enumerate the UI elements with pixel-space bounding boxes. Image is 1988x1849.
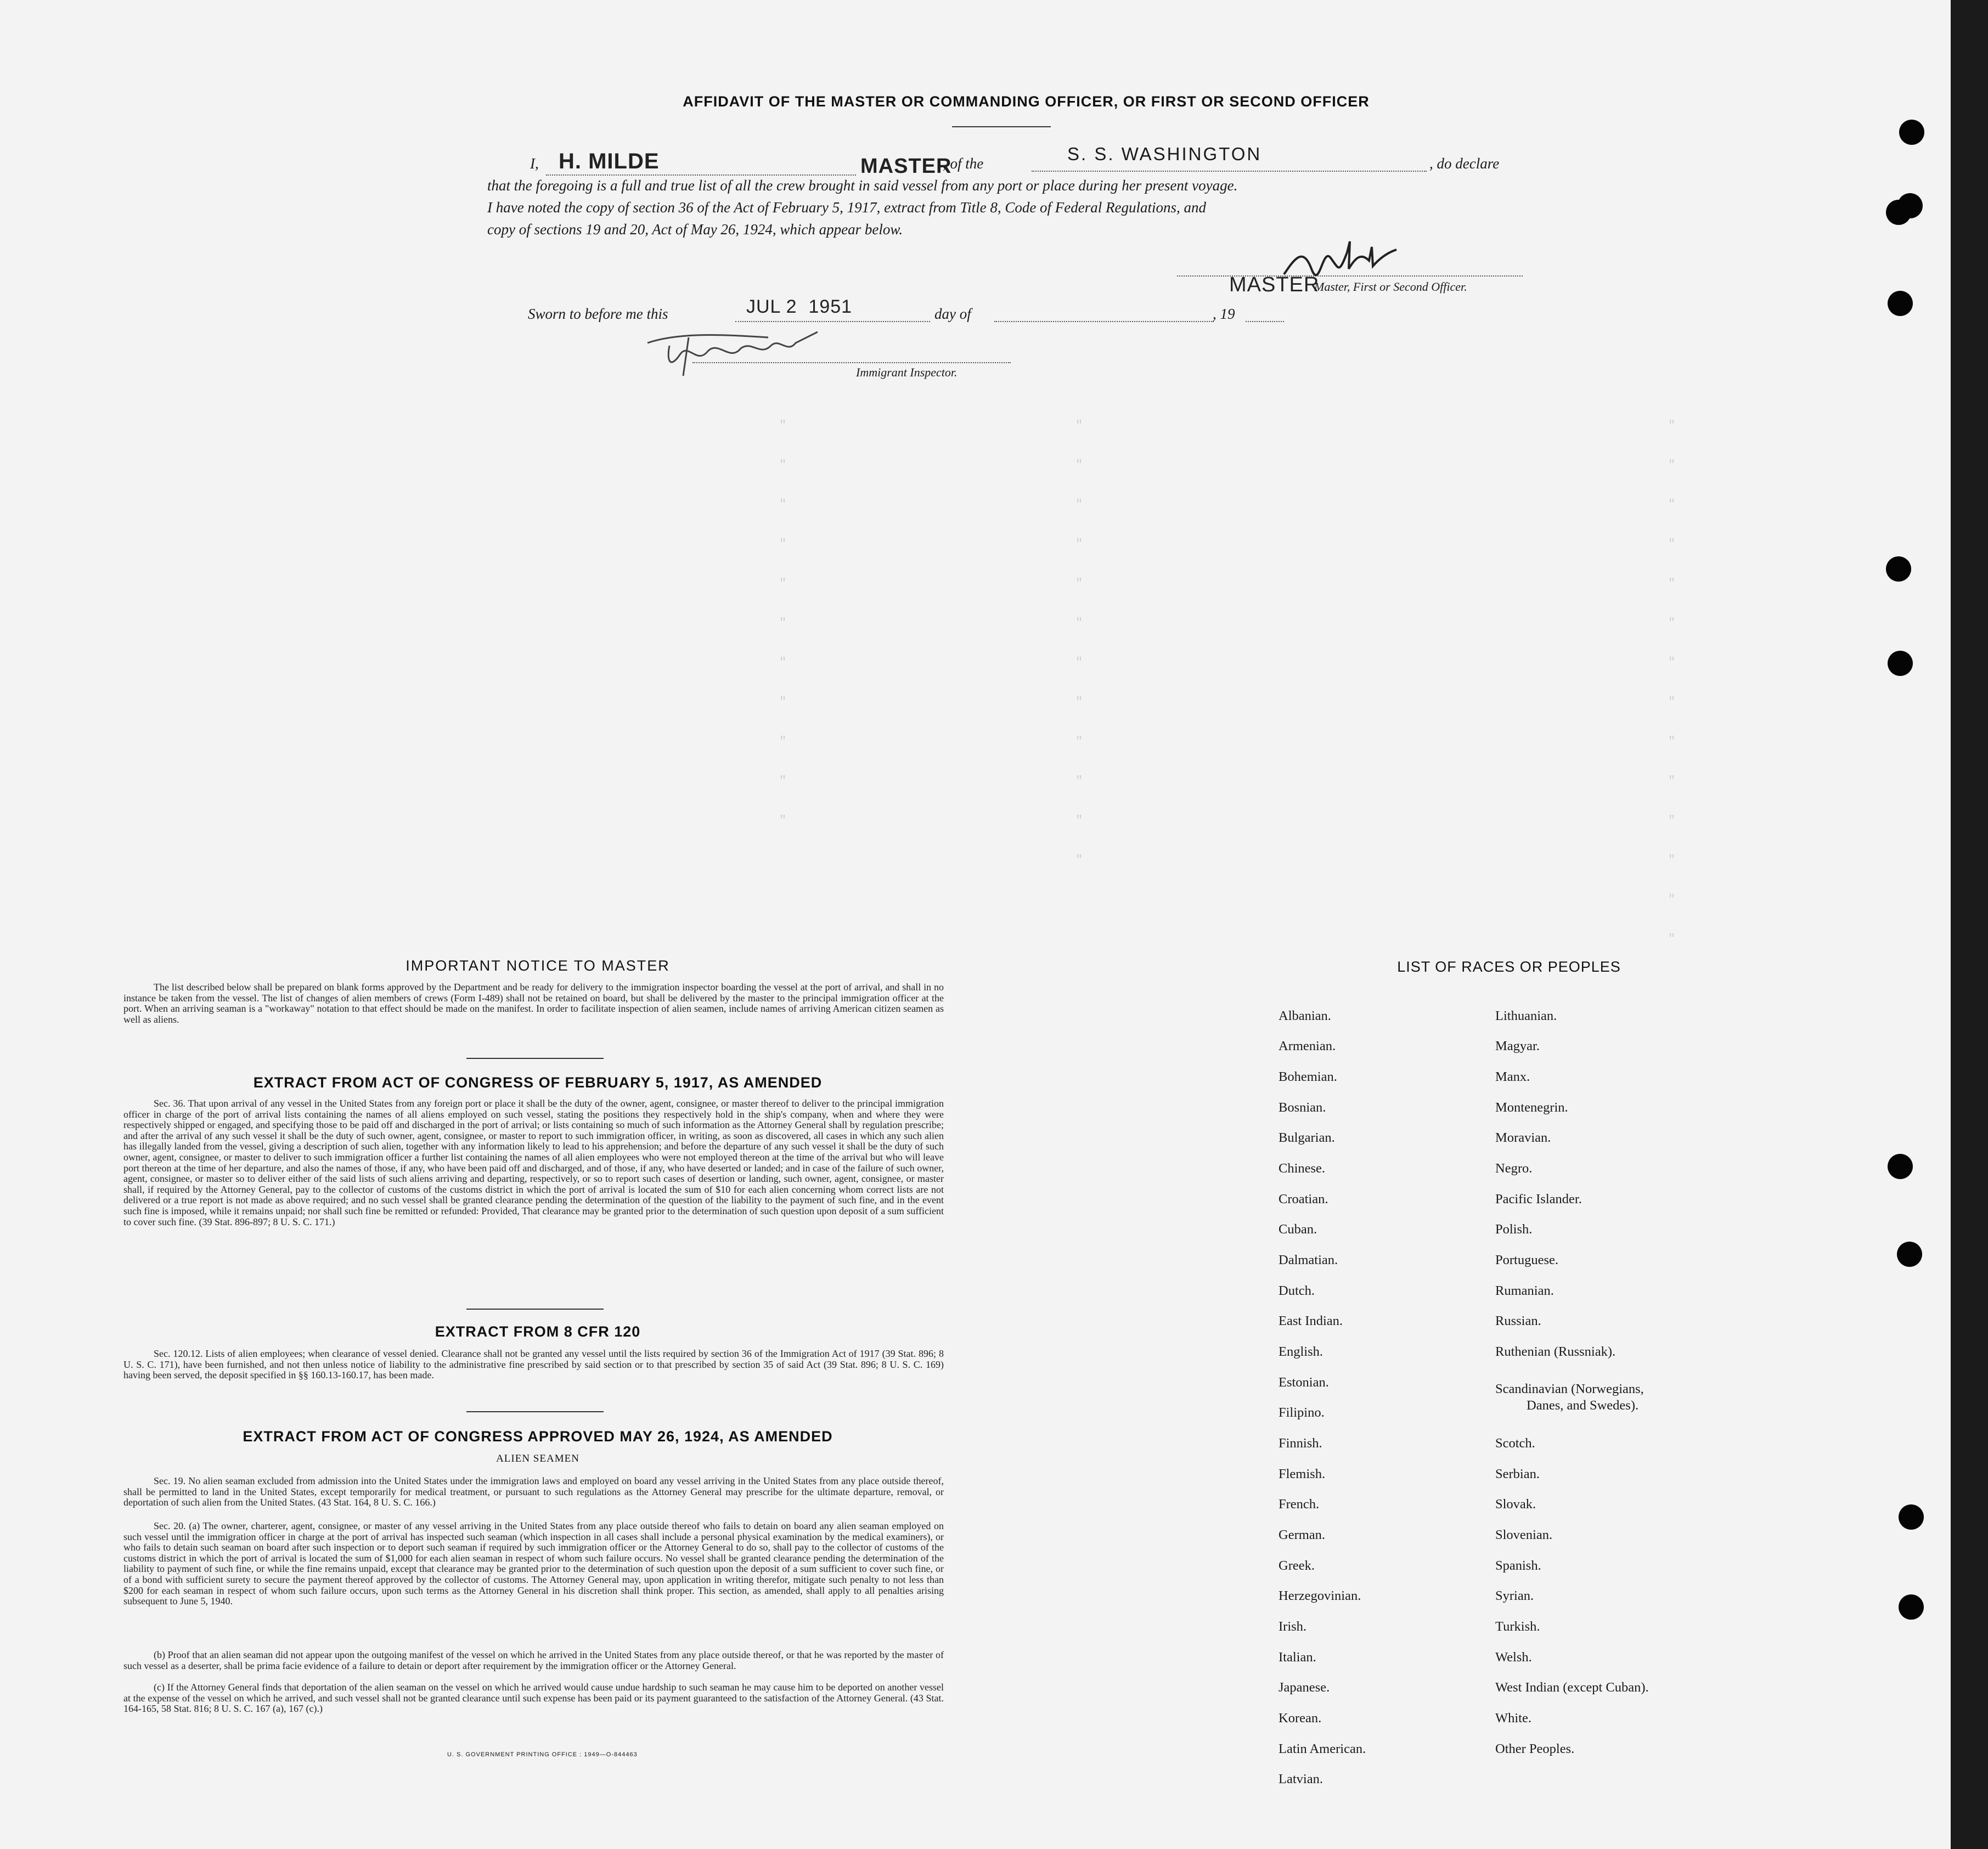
race-item: Latvian. <box>1279 1772 1323 1786</box>
affidavit-line-2: that the foregoing is a full and true list of all the crew brought in said vessel from any port or place during her present voyage. <box>487 177 1238 194</box>
race-item: Lithuanian. <box>1495 1008 1557 1023</box>
inspector-signature <box>637 321 834 381</box>
race-item: Polish. <box>1495 1222 1533 1237</box>
do-declare-label: , do declare <box>1429 155 1500 172</box>
race-item: Dutch. <box>1279 1283 1315 1298</box>
sec19-text: Sec. 19. No alien seaman excluded from admission into the United States under the immigration laws and employed on board any vessel arriving in the United States from any place outside thereof, shall be permitted to land in the United States, except temporarily for medical treatment, or pursuant to such regulations as the Attorney General may prescribe for the ultimate departure, removal, or deportation of such alien from the United States. (43 Stat. 164, 8 U. S. C. 166.) <box>123 1475 944 1508</box>
master-name: H. MILDE <box>559 149 660 173</box>
notice-text: The list described below shall be prepared on blank forms approved by the Department and be ready for delivery to the immigration inspector boarding the vessel at the port of arrival, and shall in no instance be taken from the vessel. The list of changes of alien members of crews (Form I-489) shall not be retained on board, but shall be delivered by the master to the principal immigration officer at the port. When an arriving seaman is a "workaway" notation to that effect should be made on the manifest. In order to facilitate inspection of alien seamen, include names of arriving American citizen seamen as well as aliens. <box>123 982 944 1025</box>
printer-imprint: U. S. GOVERNMENT PRINTING OFFICE : 1949—O-844463 <box>447 1751 638 1758</box>
race-item: Italian. <box>1279 1650 1316 1665</box>
race-item: Slovak. <box>1495 1497 1536 1512</box>
name-rule <box>546 174 856 176</box>
year-rule <box>1246 321 1284 322</box>
sec20c-text: (c) If the Attorney General finds that deportation of the alien seaman on the vessel on which he arrived would cause undue hardship to such seaman he may cause him to be deported on another vessel at the expense of the vessel on which he arrived, and such vessel shall not be granted clearance until such expense has been paid or its payment guaranteed to the satisfaction of the Attorney General. (43 Stat. 164-165, 58 Stat. 816; 8 U. S. C. 167 (a), 167 (c).) <box>123 1682 944 1715</box>
race-item: Dalmatian. <box>1279 1253 1338 1267</box>
bleed-through-column: " " " " " " " " " " " " <box>1075 419 1083 867</box>
race-item: Latin American. <box>1279 1741 1366 1756</box>
extract-cfr-text: Sec. 120.12. Lists of alien employees; when clearance of vessel denied. Clearance shall not be granted any vessel until the lists required by section 36 of the Immigration Act of 1917 (39 Stat. 896; 8 U. S. C. 171), have been furnished, and not then unless notice of liability to the administrative fine prescribed by said section or to that prescribed by section 35 of said Act (39 Stat. 896; 8 U. S. C. 169) having been served, the deposit specified in §§ 160.13-160.17, has been made. <box>123 1348 944 1381</box>
race-item: Manx. <box>1495 1069 1530 1084</box>
sec20a-text: Sec. 20. (a) The owner, charterer, agent, consignee, or master of any vessel arriving in the United States from any place outside thereof who fails to detain on board any alien seaman employed on such vessel until the immigration officer in charge at the port of arrival has inspected such seaman (which inspection in all cases shall include a personal physical examination by the medical examiners), or who fails to detain such seaman on board after such inspection or to deport such seaman if required by such immigration officer or the Attorney General to do so, shall pay to the collector of customs of the customs district in which the port of arrival is located the sum of $1,000 for each alien seaman in respect of whom such failure occurs. No vessel shall be granted clearance pending the determination of the liability to payment of such fine, or while the fine remains unpaid, except that clearance may be granted prior to the determination of such question upon the deposit of a sum sufficient to cover such fine, or of a bond with sufficient surety to secure the payment thereof approved by the collector of customs. The Attorney General may, upon application in writing therefor, mitigate such penalty to not less than $200 for each seaman in respect of whom such failure occurs, upon such terms as the Attorney General in his discretion shall think proper. This section, as amended, shall apply to all penalties arising subsequent to June 5, 1940. <box>123 1520 944 1607</box>
punch-hole <box>1897 1242 1922 1267</box>
affidavit-line-4: copy of sections 19 and 20, Act of May 26, 1924, which appear below. <box>487 221 903 238</box>
vessel-name: S. S. WASHINGTON <box>1067 144 1262 164</box>
punch-hole <box>1888 291 1913 316</box>
race-item: West Indian (except Cuban). <box>1495 1680 1649 1695</box>
race-item: Flemish. <box>1279 1467 1326 1481</box>
race-item: Ruthenian (Russniak). <box>1495 1344 1616 1359</box>
races-heading: LIST OF RACES OR PEOPLES <box>1397 959 1621 975</box>
year-prefix: , 19 <box>1213 306 1235 322</box>
race-item: East Indian. <box>1279 1314 1343 1328</box>
divider <box>466 1411 604 1412</box>
punch-hole <box>1899 120 1924 145</box>
divider <box>466 1058 604 1059</box>
race-item: Slovenian. <box>1495 1527 1553 1542</box>
i-label: I, <box>530 155 539 172</box>
punch-hole <box>1888 1154 1913 1179</box>
race-item: Magyar. <box>1495 1039 1540 1053</box>
race-item: Greek. <box>1279 1558 1315 1573</box>
race-item: White. <box>1495 1711 1531 1726</box>
race-item: Negro. <box>1495 1161 1533 1176</box>
race-item: Bosnian. <box>1279 1100 1326 1115</box>
extract-1917-text: Sec. 36. That upon arrival of any vessel in the United States from any foreign port or place it shall be the duty of the owner, agent, consignee, or master thereof to deliver to the principal immigration officer in charge of the port of arrival lists containing the names of all aliens employed on such vessel, stating the positions they respectively hold in the ship's company, when and where they were respectively shipped or engaged, and specifying those to be paid off and discharged in the port of arrival; or lists containing so much of such information as the Attorney General shall by regulation prescribe; and after the arrival of any such vessel it shall be the duty of such owner, agent, consignee, or master to report to such immigration officer, in writing, as soon as discovered, all cases in which any such alien has illegally landed from the vessel, giving a description of such alien, together with any information likely to lead to his apprehension; and before the departure of any such vessel it shall be the duty of such owner, agent, consignee, or master to deliver to such immigration officer a further list containing the names of all alien employees who were not employed thereon at the time of the arrival but who will leave port thereon at the time of her departure, and also the names of those, if any, who have been paid off and discharged, and of those, if any, who have deserted or landed; and in case of the failure of such owner, agent, consignee, or master so to deliver either of the said lists of such aliens arriving and departing, respectively, or so to report such cases of desertion or landing, such owner, agent, consignee, or master shall, if required by the Attorney General, pay to the collector of customs of the customs district in which the port of arrival is located the sum of $10 for each alien concerning whom correct lists are not delivered or a true report is not made as above required; and no such vessel shall be granted clearance pending the determination of the question of the liability to the payment of such fine, and in the event such fine is imposed, while it remains unpaid; nor shall such fine be remitted or refunded: Provided, That clearance may be granted prior to the determination of such question upon deposit of a sum sufficient to cover such fine. (39 Stat. 896-897; 8 U. S. C. 171.) <box>123 1098 944 1227</box>
race-item: Bohemian. <box>1279 1069 1337 1084</box>
affidavit-line-3: I have noted the copy of section 36 of the Act of February 5, 1917, extract from Title 8, Code of Federal Regulations, and <box>487 199 1207 216</box>
race-item: Croatian. <box>1279 1192 1328 1207</box>
race-item: Irish. <box>1279 1619 1307 1634</box>
signature-caption: Master, First or Second Officer. <box>1314 280 1467 294</box>
extract-1924-heading: EXTRACT FROM ACT OF CONGRESS APPROVED MAY 26, 1924, AS AMENDED <box>243 1428 833 1445</box>
race-item: Rumanian. <box>1495 1283 1554 1298</box>
race-item: Armenian. <box>1279 1039 1336 1053</box>
race-item: Scotch. <box>1495 1436 1535 1451</box>
race-item: Filipino. <box>1279 1405 1325 1420</box>
bleed-through-column: " " " " " " " " " " " <box>779 419 787 827</box>
rank-stamp: MASTER <box>860 155 952 178</box>
of-the-label: , of the <box>943 155 984 172</box>
divider <box>466 1309 604 1310</box>
race-item: Welsh. <box>1495 1650 1532 1665</box>
punch-hole <box>1899 1504 1924 1530</box>
race-item: Portuguese. <box>1495 1253 1558 1267</box>
race-item: Spanish. <box>1495 1558 1541 1573</box>
race-item: Cuban. <box>1279 1222 1317 1237</box>
race-item: Bulgarian. <box>1279 1130 1335 1145</box>
month-rule <box>994 321 1214 322</box>
notice-heading: IMPORTANT NOTICE TO MASTER <box>406 957 670 974</box>
race-item: Other Peoples. <box>1495 1741 1575 1756</box>
bleed-through-column: " " " " " " " " " " " " " " <box>1668 419 1676 946</box>
sworn-label: Sworn to before me this <box>528 306 668 322</box>
inspector-caption: Immigrant Inspector. <box>856 365 958 379</box>
race-item: Pacific Islander. <box>1495 1192 1582 1207</box>
race-item: Japanese. <box>1279 1680 1330 1695</box>
race-item: Korean. <box>1279 1711 1322 1726</box>
master-signature <box>1279 236 1405 285</box>
race-item: Serbian. <box>1495 1467 1540 1481</box>
alien-seamen-subheading: ALIEN SEAMEN <box>496 1453 579 1464</box>
race-item: Albanian. <box>1279 1008 1331 1023</box>
punch-hole <box>1886 556 1911 582</box>
punch-hole <box>1886 200 1911 225</box>
day-of-label: day of <box>934 306 971 322</box>
race-item: Russian. <box>1495 1314 1541 1328</box>
race-item: Turkish. <box>1495 1619 1540 1634</box>
race-item: Moravian. <box>1495 1130 1551 1145</box>
race-item: Scandinavian (Norwegians, <box>1495 1382 1644 1396</box>
race-item: Finnish. <box>1279 1436 1322 1451</box>
vessel-rule <box>1032 171 1427 172</box>
race-item: Syrian. <box>1495 1588 1534 1603</box>
extract-1917-heading: EXTRACT FROM ACT OF CONGRESS OF FEBRUARY 5, 1917, AS AMENDED <box>253 1074 823 1091</box>
affidavit-title: AFFIDAVIT OF THE MASTER OR COMMANDING OFFICER, OR FIRST OR SECOND OFFICER <box>683 93 1370 110</box>
race-item: Danes, and Swedes). <box>1527 1398 1639 1413</box>
race-item: English. <box>1279 1344 1323 1359</box>
race-item: Chinese. <box>1279 1161 1326 1176</box>
punch-hole <box>1888 651 1913 676</box>
race-item: Montenegrin. <box>1495 1100 1568 1115</box>
race-item: Herzegovinian. <box>1279 1588 1361 1603</box>
title-rule <box>952 126 1051 127</box>
inspector-rule <box>692 362 1011 363</box>
sworn-date: JUL 2 1951 <box>746 296 853 317</box>
punch-hole <box>1899 1594 1924 1620</box>
signature-stamp: MASTER <box>1229 273 1320 296</box>
extract-cfr-heading: EXTRACT FROM 8 CFR 120 <box>435 1323 641 1340</box>
race-item: French. <box>1279 1497 1320 1512</box>
race-item: Estonian. <box>1279 1375 1329 1390</box>
sec20b-text: (b) Proof that an alien seaman did not appear upon the outgoing manifest of the vessel on which he arrived in the United States from any place outside thereof, or that he was reported by the master of such vessel as a deserter, shall be prima facie evidence of a failure to detain or deport after requirement by the immigration officer or the Attorney General. <box>123 1649 944 1671</box>
race-item: German. <box>1279 1527 1326 1542</box>
